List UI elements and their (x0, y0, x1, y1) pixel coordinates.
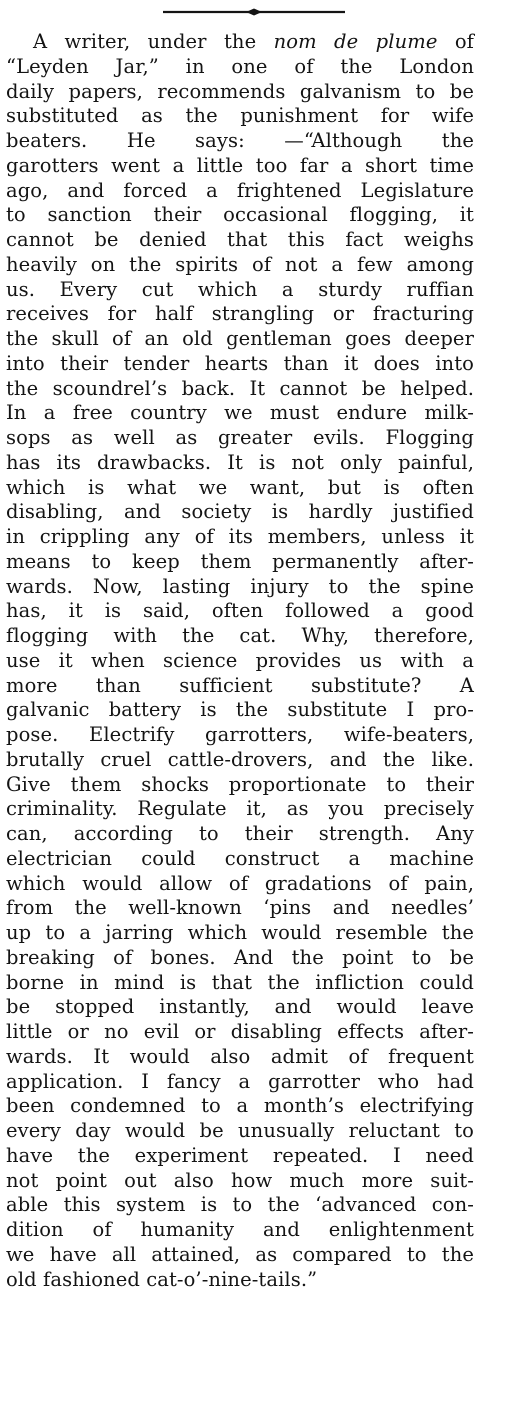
article-line: us. Every cut which a sturdy ruffian (6, 277, 474, 301)
article-line: flogging with the cat. Why, therefore, (6, 624, 474, 647)
article-line: sops as well as greater evils. Flogging (6, 426, 474, 449)
article-line: which is what we want, but is often (6, 475, 474, 499)
article-line: ago, and forced a frightened Legislature (6, 178, 474, 202)
article-line: not point out also how much more suit- (6, 1168, 474, 1192)
article-line: have the experiment repeated. I need (6, 1143, 474, 1167)
article-line: little or no evil or disabling effects after- (6, 1020, 474, 1043)
article-line: able this system is to the ‘advanced con- (6, 1193, 474, 1217)
line-text-pre: A writer, under the (33, 30, 274, 53)
article-line: been condemned to a month’s electrifying (6, 1094, 474, 1118)
article-line: breaking of bones. And the point to be (6, 945, 474, 969)
article-line: wards. It would also admit of frequent (6, 1044, 474, 1068)
article-line: in crippling any of its members, unless it (6, 525, 474, 548)
article-line: substituted as the punishment for wife (6, 104, 474, 128)
article-line: criminality. Regulate it, as you precisely (6, 797, 474, 821)
article-line: the scoundrel’s back. It cannot be helped. (6, 376, 474, 400)
article-line: cannot be denied that this fact weighs (6, 228, 474, 251)
article-line: heavily on the spirits of not a few among (6, 252, 474, 276)
article-line: receives for half strangling or fracturing (6, 302, 474, 326)
article-line: brutally cruel cattle-drovers, and the like. (6, 747, 474, 771)
article-line: beaters. He says: —“Although the (6, 129, 474, 152)
article-line: has, it is said, often followed a good (6, 599, 474, 623)
article-line: we have all attained, as compared to the (6, 1242, 474, 1266)
article-line: garotters went a little too far a short time (6, 153, 474, 177)
article-line: “Leyden Jar,” in one of the London (6, 54, 474, 78)
article-line: from the well-known ‘pins and needles’ (6, 896, 474, 920)
article-line: has its drawbacks. It is not only painful, (6, 450, 474, 474)
article-line: Give them shocks proportionate to their (6, 772, 474, 796)
article-line: more than sufficient substitute? A (6, 673, 474, 697)
article-line: In a free country we must endure milk- (6, 401, 474, 425)
article-line: up to a jarring which would resemble the (6, 921, 474, 944)
article-line: into their tender hearts than it does into (6, 351, 474, 375)
article-line: wards. Now, lasting injury to the spine (6, 574, 474, 598)
divider-rule-icon (0, 6, 505, 18)
article-line: application. I fancy a garrotter who had (6, 1069, 474, 1093)
article-line: which would allow of gradations of pain, (6, 871, 474, 895)
article-line: disabling, and society is hardly justified (6, 500, 474, 524)
article-line: daily papers, recommends galvanism to be (6, 79, 474, 103)
article-line: to sanction their occasional flogging, it (6, 203, 474, 227)
article-line: old fashioned cat-o’-nine-tails.” (6, 1267, 318, 1291)
article-line: dition of humanity and enlightenment (6, 1218, 474, 1241)
article-line: pose. Electrify garrotters, wife-beaters, (6, 723, 474, 746)
article-line: means to keep them permanently after- (6, 549, 474, 573)
article-line: electrician could construct a machine (6, 846, 474, 870)
article-line (6, 30, 474, 55)
line-text-post: of (437, 30, 475, 53)
article-line: be stopped instantly, and would leave (6, 995, 474, 1019)
article-line: galvanic battery is the substitute I pro- (6, 698, 474, 722)
pen-name-italic: nom de plume (273, 30, 438, 53)
article-line: can, according to their strength. Any (6, 822, 474, 845)
ornamental-divider (0, 3, 505, 15)
article-line: every day would be unusually reluctant to (6, 1119, 474, 1142)
article-line: use it when science provides us with a (6, 648, 474, 672)
article-body (6, 30, 474, 1292)
article-line: the skull of an old gentleman goes deeper (6, 327, 474, 350)
article-line: borne in mind is that the infliction could (6, 970, 474, 994)
